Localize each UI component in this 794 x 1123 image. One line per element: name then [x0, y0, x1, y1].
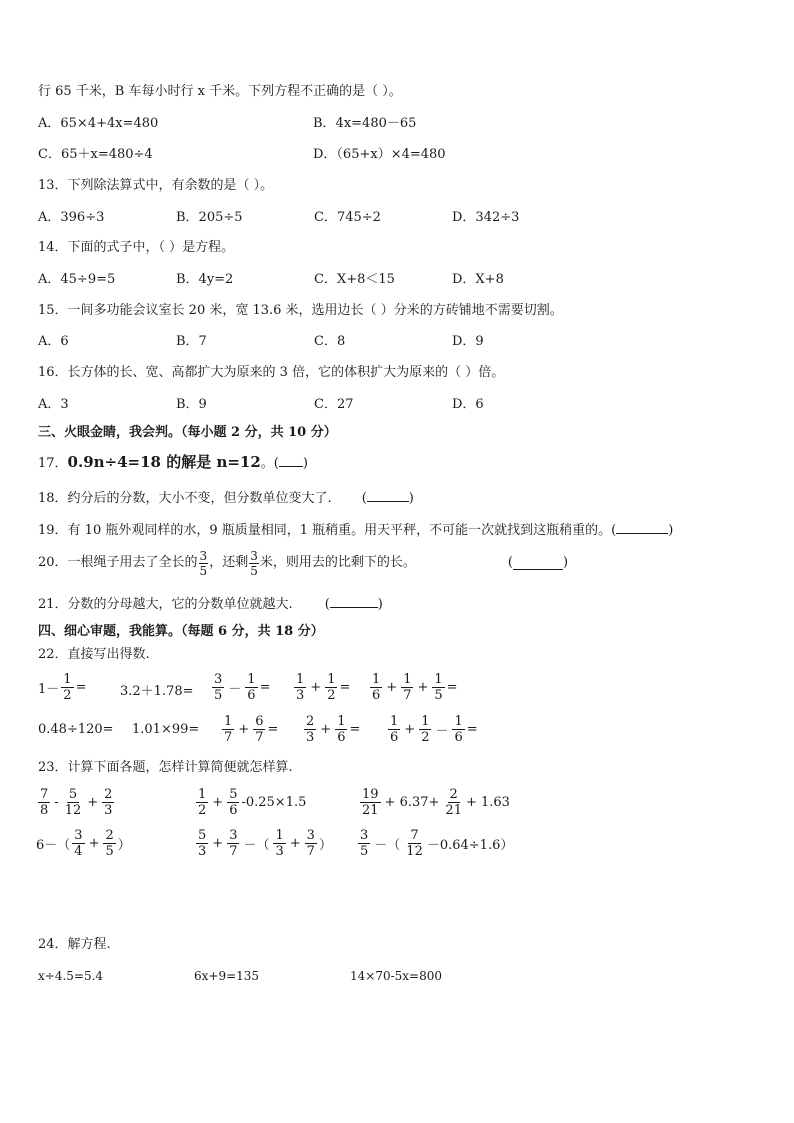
q12-option-d: D．（65+x）×4=480	[313, 147, 446, 162]
q24-equation-3: 14×70-5x=800	[350, 969, 443, 983]
q20	[38, 546, 568, 580]
q19-answer-blank[interactable]	[616, 521, 668, 534]
q22-r2-b: 1.01×99=	[132, 722, 200, 737]
q12-option-a: A．65×4+4x=480	[38, 116, 159, 131]
q22-r2-e: $\frac{1}{6}$ + $\frac{1}{2}$ － $\frac{1}{6}$ =	[390, 714, 478, 745]
q15-option-b: B．7	[176, 334, 207, 349]
q22-r1-e: $\frac{1}{6}$ + $\frac{1}{7}$ + $\frac{1}{5}$ =	[372, 672, 458, 703]
q14-option-d: D．X+8	[452, 272, 504, 287]
q22-r1-b: 3.2＋1.78=	[120, 684, 194, 699]
q22-r2-a: 0.48÷120=	[38, 722, 114, 737]
q16-option-b: B．9	[176, 397, 207, 412]
q23-r1-a: $\frac{7}{8}$ - $\frac{5}{12}$ + $\frac{2}{3}$	[40, 787, 113, 818]
section-3-heading: 三、火眼金睛，我会判。（每小题 2 分，共 10 分）	[38, 425, 337, 440]
q20-mid: ，还剩	[209, 555, 249, 570]
q22-r1-c: $\frac{3}{5}$ － $\frac{1}{6}$ =	[214, 672, 271, 703]
q23-r2-c: $\frac{3}{5}$ －（ $\frac{7}{12}$ －0.64÷1.6）	[360, 828, 514, 859]
q20-fraction-2: 3 5	[250, 548, 258, 578]
q20-open: (	[507, 555, 513, 570]
q17-answer-blank[interactable]	[279, 454, 303, 467]
q21-close: )	[377, 597, 383, 612]
q14-option-b: B．4y=2	[176, 272, 234, 287]
q17-number: 17．	[38, 456, 68, 471]
q13-option-c: C．745÷2	[314, 210, 381, 225]
q20-fraction-1: 3 5	[199, 548, 208, 578]
section-4-heading: 四、细心审题，我能算。（每题 6 分，共 18 分）	[38, 624, 324, 639]
q21-open: (	[324, 597, 330, 612]
q20-post: 米，则用去的比剩下的长。	[259, 555, 416, 570]
q20-pre: 20．一根绳子用去了全长的	[38, 555, 198, 570]
q14-stem: 14．下面的式子中，（ ）是方程。	[38, 240, 235, 255]
q18-text: 18．约分后的分数，大小不变，但分数单位变大了.	[38, 491, 332, 506]
q18	[38, 489, 414, 507]
q17-tail: 。(	[260, 456, 279, 471]
q22-r1-d: $\frac{1}{3}$ + $\frac{1}{2}$ =	[296, 672, 351, 703]
q12-option-b: B．4x=480－65	[313, 116, 417, 131]
q23-r1-b: $\frac{1}{2}$ + $\frac{5}{6}$ -0.25×1.5	[198, 787, 307, 818]
q24-stem: 24．解方程.	[38, 937, 111, 952]
q19	[38, 521, 673, 539]
q16-option-a: A．3	[38, 397, 69, 412]
q15-stem: 15．一间多功能会议室长 20 米，宽 13.6 米，选用边长（ ）分米的方砖铺地不需要切割。	[38, 303, 563, 318]
q15-option-d: D．9	[452, 334, 484, 349]
q13-option-a: A．396÷3	[38, 210, 105, 225]
q22-r1-a: 1－ $\frac{1}{2}$ =	[38, 672, 87, 703]
q18-close: )	[408, 491, 414, 506]
q18-open: (	[361, 491, 367, 506]
q24-equation-2: 6x+9=135	[194, 969, 260, 983]
q24-equation-1: x÷4.5=5.4	[38, 969, 104, 983]
q22-r2-d: $\frac{2}{3}$ + $\frac{1}{6}$ =	[306, 714, 361, 745]
q16-option-c: C．27	[314, 397, 354, 412]
q13-option-b: B．205÷5	[176, 210, 243, 225]
q23-r1-c: $\frac{19}{21}$ + 6.37+ $\frac{2}{21}$ + 1.63	[362, 787, 510, 818]
q19-text: 19．有 10 瓶外观同样的水，9 瓶质量相同，1 瓶稍重。用天平秤，不可能一次就找到这瓶稍重的。(	[38, 523, 617, 538]
q14-option-a: A．45÷9=5	[38, 272, 116, 287]
q16-option-d: D．6	[452, 397, 484, 412]
q19-close: )	[668, 523, 674, 538]
q21-answer-blank[interactable]	[330, 595, 378, 608]
q20-close: )	[562, 555, 569, 570]
q13-stem: 13．下列除法算式中，有余数的是（ ）。	[38, 178, 274, 193]
q17-close: )	[302, 456, 308, 471]
q15-option-a: A．6	[38, 334, 69, 349]
q23-r2-b: $\frac{5}{3}$ + $\frac{3}{7}$ －（ $\frac{1}{3}$ + $\frac{3}{7}$ ）	[198, 828, 332, 859]
q22-stem: 22．直接写出得数.	[38, 647, 150, 662]
q20-answer-blank[interactable]	[513, 557, 563, 570]
q12-option-c: C．65＋x=480÷4	[38, 147, 153, 162]
q16-stem: 16．长方体的长、宽、高都扩大为原来的 3 倍，它的体积扩大为原来的（ ）倍。	[38, 365, 505, 380]
q17-text: 0.9n÷4=18 的解是 n=12	[67, 453, 261, 471]
q13-option-d: D．342÷3	[452, 210, 520, 225]
q21-text: 21．分数的分母越大，它的分数单位就越大.	[38, 597, 293, 612]
q23-r2-a: 6－（ $\frac{3}{4}$ + $\frac{2}{5}$ ）	[36, 828, 131, 859]
q22-r2-c: $\frac{1}{7}$ + $\frac{6}{7}$ =	[224, 714, 279, 745]
q17	[38, 452, 308, 474]
q21	[38, 595, 383, 613]
q18-answer-blank[interactable]	[367, 489, 409, 502]
q23-stem: 23．计算下面各题，怎样计算简便就怎样算.	[38, 760, 293, 775]
q14-option-c: C．X+8＜15	[314, 272, 395, 287]
q15-option-c: C．8	[314, 334, 346, 349]
q12-stem: 行 65 千米，B 车每小时行 x 千米。下列方程不正确的是（ ）。	[38, 84, 402, 99]
